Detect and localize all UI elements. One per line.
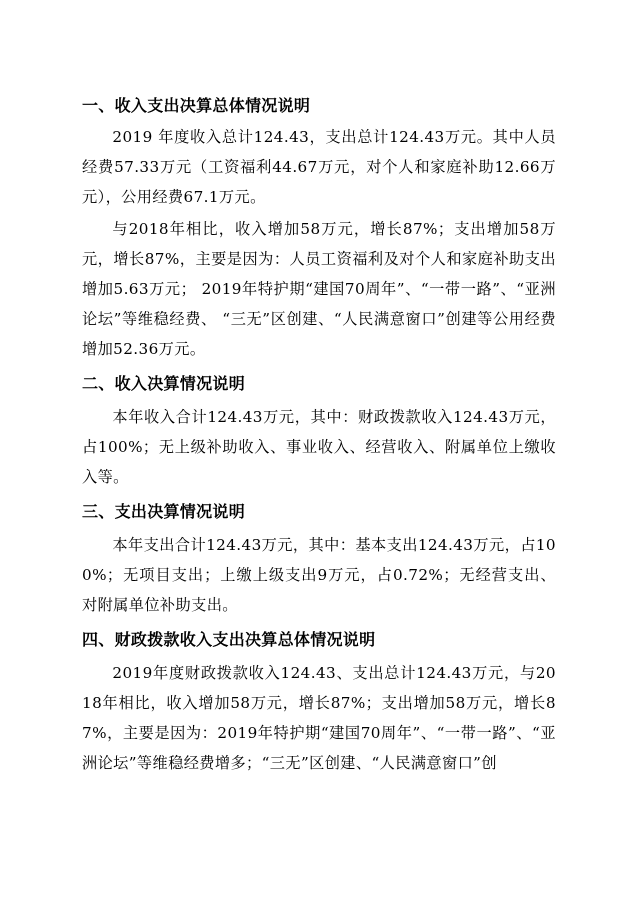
section-heading: 四、财政拨款收入支出决算总体情况说明 bbox=[82, 630, 376, 649]
section-heading: 三、支出决算情况说明 bbox=[82, 502, 246, 521]
section-paragraph: 2019年度财政拨款收入124.43、支出总计124.43万元，与2018年相比，收入增加58万元，增长87%；支出增加58万元，增长87%，主要是因为：2019年特护期“建国70周年”、“一带一路”、“亚洲论坛”等维稳经费增多；“三无”区创建、“人民满意窗口”创 bbox=[82, 664, 556, 772]
section-paragraph: 2019 年度收入总计124.43，支出总计124.43万元。其中人员经费57.33万元（工资福利44.67万元，对个人和家庭补助12.66万元），公用经费67.1万元。 bbox=[82, 128, 556, 206]
section-heading: 一、收入支出决算总体情况说明 bbox=[82, 96, 311, 115]
section-overall-summary bbox=[82, 92, 556, 364]
section-heading: 二、收入决算情况说明 bbox=[82, 374, 246, 393]
section-fiscal-appropriation bbox=[82, 626, 556, 778]
document-body bbox=[82, 92, 556, 784]
section-paragraph: 本年支出合计124.43万元，其中：基本支出124.43万元，占100%；无项目支出；上缴上级支出9万元，占0.72%；无经营支出、对附属单位补助支出。 bbox=[82, 536, 556, 614]
section-expenditure bbox=[82, 498, 556, 620]
section-paragraph: 本年收入合计124.43万元，其中：财政拨款收入124.43万元，占100%；无上级补助收入、事业收入、经营收入、附属单位上缴收入等。 bbox=[82, 408, 556, 486]
section-income bbox=[82, 370, 556, 492]
section-paragraph: 与2018年相比，收入增加58万元，增长87%；支出增加58万元，增长87%，主要是因为：人员工资福利及对个人和家庭补助支出增加5.63万元； 2019年特护期“建国70周年”、“一带一路”、“亚洲论坛”等维稳经费、 “三无”区创建、“人民满意窗口”创建等公用经费增加52.36万元。 bbox=[82, 220, 556, 358]
